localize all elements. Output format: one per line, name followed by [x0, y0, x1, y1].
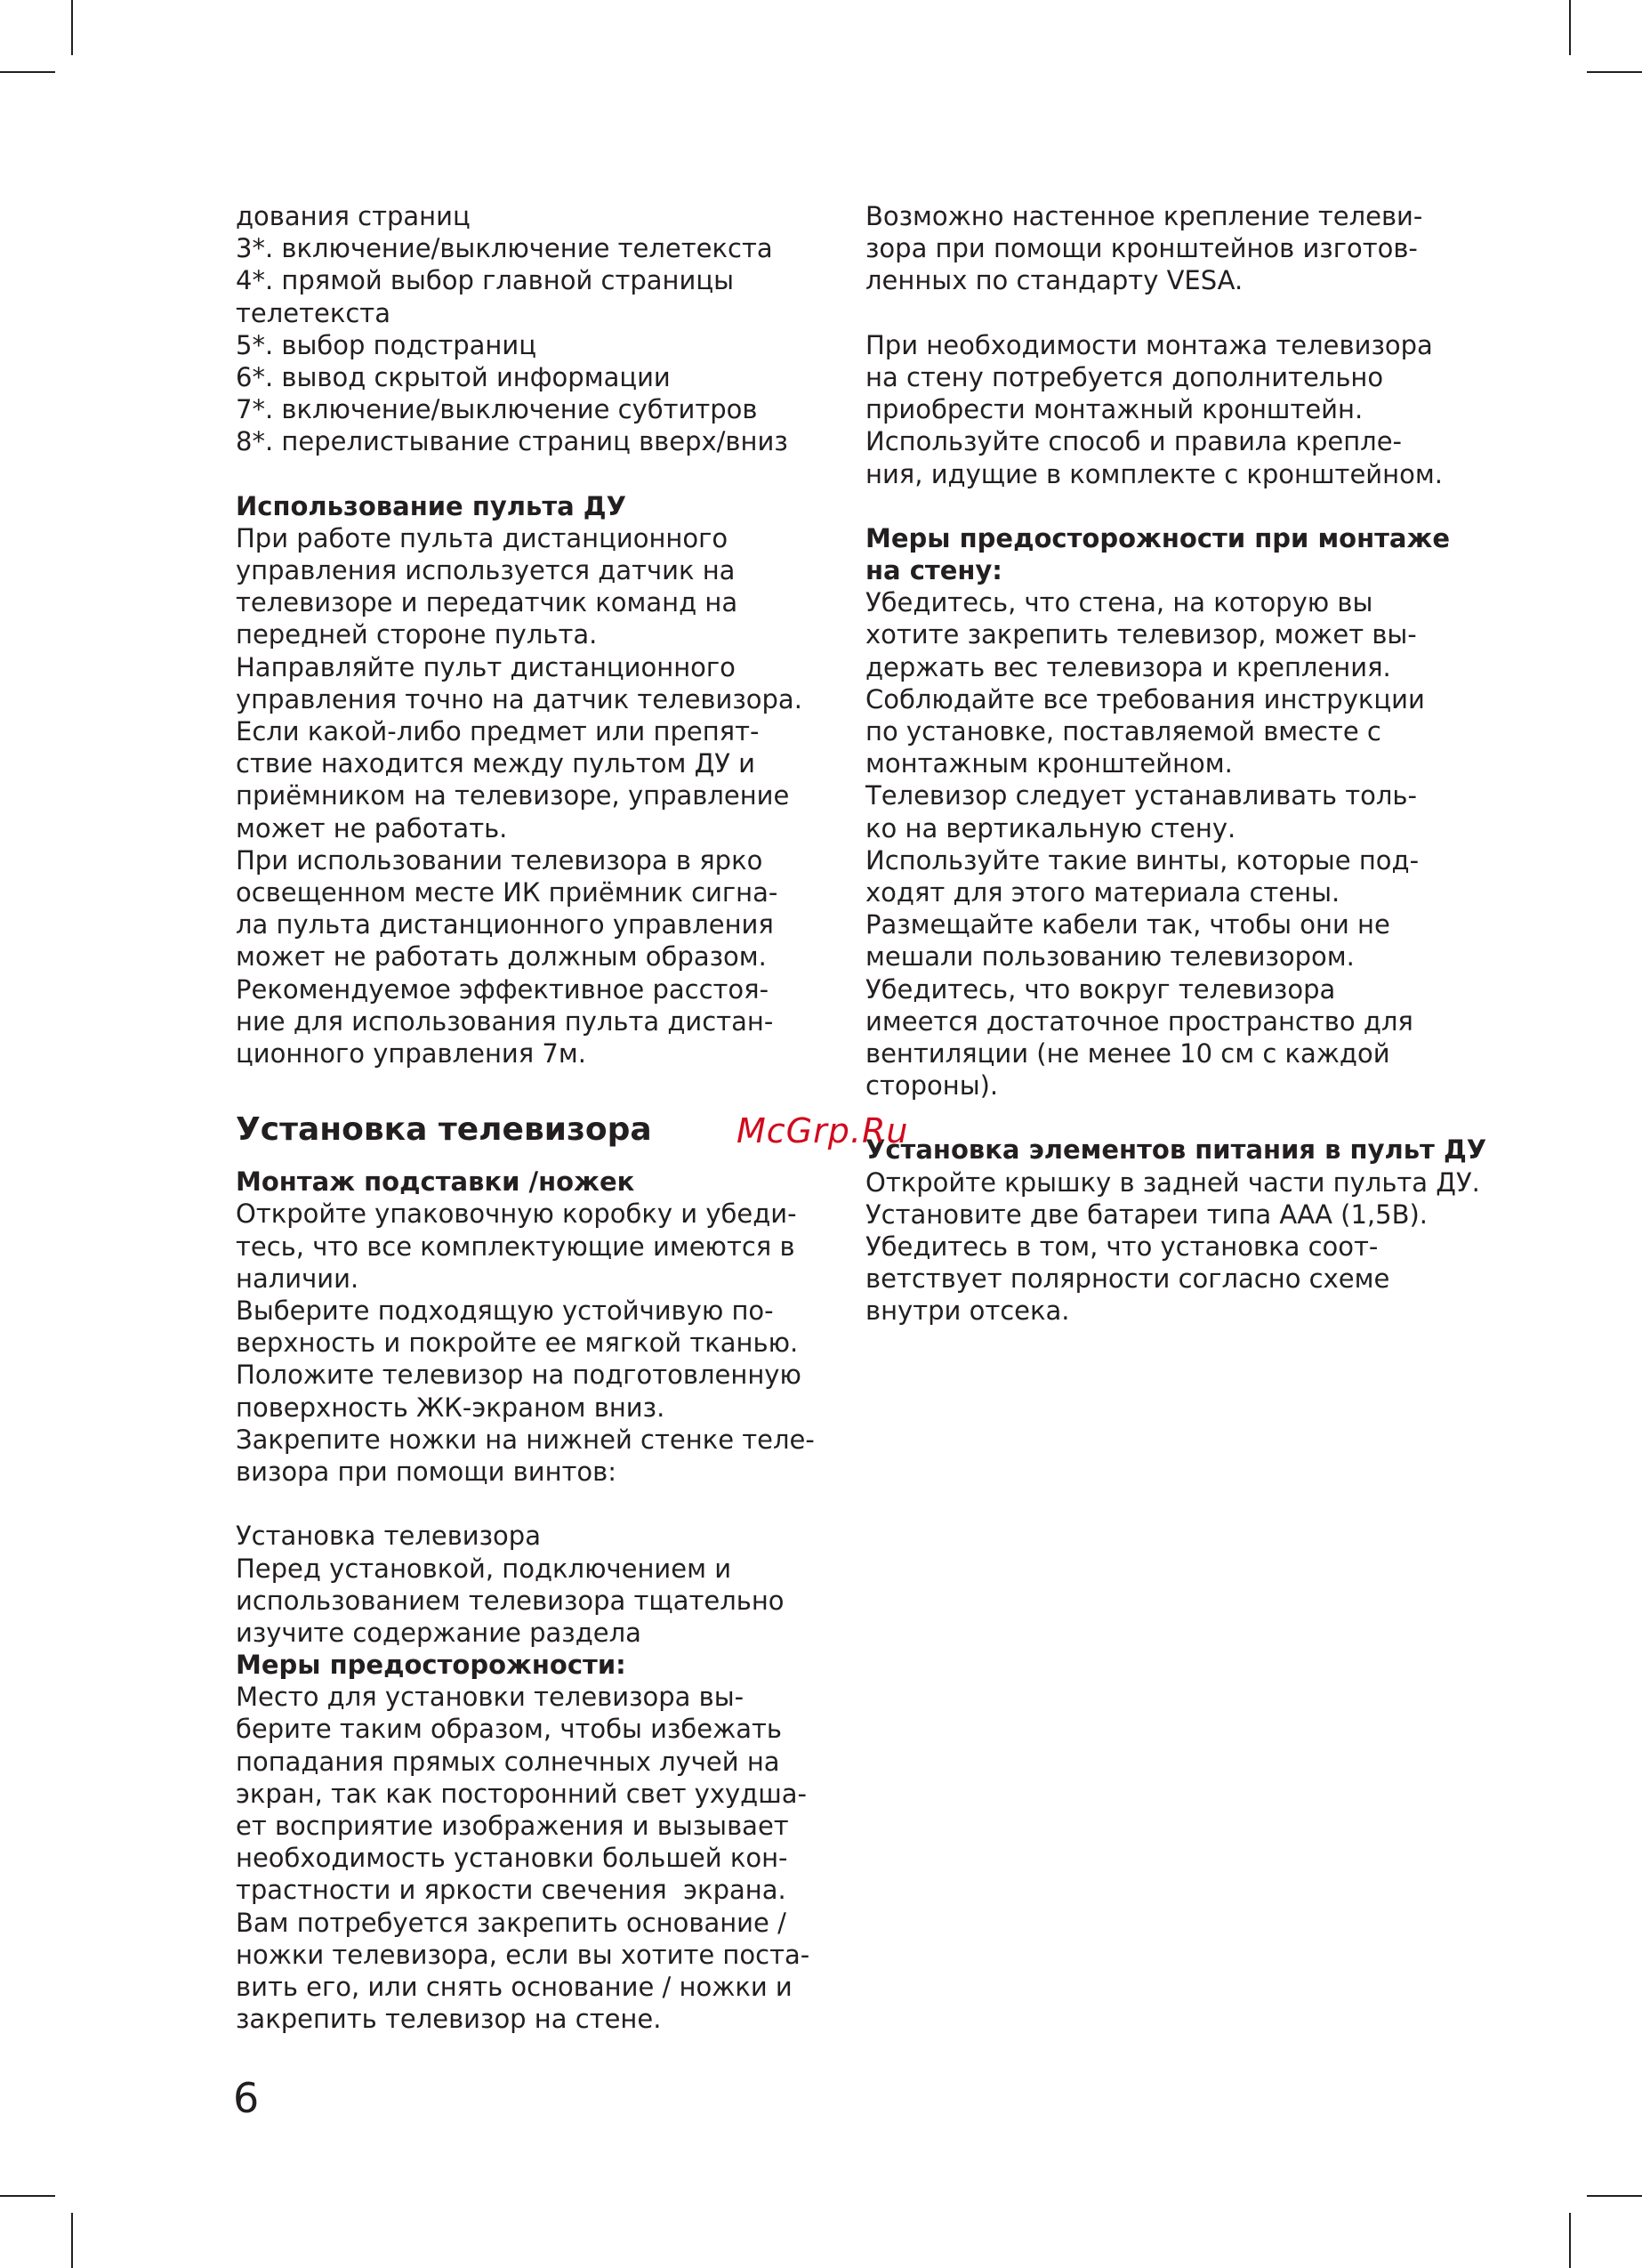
- text-line: приёмником на телевизоре, управление: [236, 780, 790, 811]
- install-paragraph: [236, 1520, 841, 1649]
- text-line: При работе пульта дистанционного: [236, 522, 728, 553]
- list-item: телетекста: [236, 297, 390, 328]
- text-line: ет восприятие изображения и вызывает: [236, 1811, 789, 1841]
- text-line: визора при помощи винтов:: [236, 1456, 617, 1487]
- crop-mark: [1569, 0, 1571, 55]
- wall-precautions-paragraph: [865, 586, 1470, 1102]
- text-line: Размещайте кабели так, чтобы они не: [865, 909, 1390, 940]
- remote-paragraph: [236, 522, 841, 1069]
- text-line: монтажным кронштейном.: [865, 748, 1233, 779]
- precautions-heading: Меры предосторожности:: [236, 1650, 626, 1681]
- crop-mark: [1587, 71, 1642, 73]
- list-item: 3*. включение/выключение телетекста: [236, 233, 773, 264]
- text-line: ционного управления 7м.: [236, 1037, 586, 1069]
- text-line: вить его, или снять основание / ножки и: [236, 1971, 793, 2002]
- text-line: Убедитесь, что стена, на которую вы: [865, 587, 1373, 618]
- text-line: ленных по стандарту VESA.: [865, 265, 1244, 296]
- text-line: использованием телевизора тщательно: [236, 1585, 785, 1616]
- text-line: закрепить телевизор на стене.: [236, 2004, 662, 2035]
- crop-mark: [1569, 2213, 1571, 2268]
- text-line: ние для использования пульта дистан-: [236, 1005, 774, 1037]
- text-line: Используйте такие винты, которые под-: [865, 844, 1420, 876]
- text-line: держать вес телевизора и крепления.: [865, 651, 1391, 682]
- text-line: передней стороне пульта.: [236, 619, 598, 650]
- text-line: Возможно настенное крепление телеви-: [865, 201, 1423, 231]
- list-item: 8*. перелистывание страниц вверх/вниз: [236, 426, 788, 457]
- text-line: попадания прямых солнечных лучей на: [236, 1746, 780, 1777]
- text-line: на стену потребуется дополнительно: [865, 361, 1384, 392]
- text-line: Вам потребуется закрепить основание /: [236, 1907, 786, 1938]
- text-line: экран, так как посторонний свет ухудша-: [236, 1778, 807, 1809]
- text-line: Выберите подходящую устойчивую по-: [236, 1295, 774, 1326]
- text-line: Перед установкой, подключением и: [236, 1553, 732, 1584]
- text-line: Убедитесь в том, что установка соот-: [865, 1231, 1379, 1262]
- text-line: Откройте крышку в задней части пульта ДУ.: [865, 1166, 1480, 1198]
- text-line: вентиляции (не менее 10 см с каждой: [865, 1037, 1390, 1069]
- list-item: 6*. вывод скрытой информации: [236, 361, 671, 392]
- crop-mark: [0, 71, 55, 73]
- text-line: ко на вертикальную стену.: [865, 812, 1236, 843]
- text-line: поверхность ЖК-экраном вниз.: [236, 1392, 665, 1423]
- text-line: по установке, поставляемой вместе с: [865, 716, 1381, 747]
- text-line: ла пульта дистанционного управления: [236, 909, 774, 940]
- text-line: ходят для этого материала стены.: [865, 876, 1340, 908]
- text-line: Установите две батареи типа ААА (1,5В).: [865, 1199, 1428, 1230]
- battery-paragraph: [865, 1166, 1480, 1328]
- stand-paragraph: [236, 1198, 841, 1488]
- text-line: изучите содержание раздела: [236, 1617, 641, 1648]
- text-line: может не работать должным образом.: [236, 941, 767, 973]
- text-line: Место для установки телевизора вы-: [236, 1682, 745, 1713]
- list-item: 4*. прямой выбор главной страницы: [236, 265, 734, 296]
- text-line: При необходимости монтажа телевизора: [865, 329, 1433, 360]
- text-line: стороны).: [865, 1070, 999, 1102]
- text-line: ножки телевизора, если вы хотите поста-: [236, 1939, 810, 1970]
- text-line: Телевизор следует устанавливать толь-: [865, 780, 1417, 811]
- text-line: Используйте способ и правила крепле-: [865, 426, 1403, 457]
- wall-heading: [865, 522, 1470, 586]
- text-line: необходимость установки большей кон-: [236, 1843, 788, 1874]
- text-line: ния, идущие в комплекте с кронштейном.: [865, 458, 1443, 489]
- text-line: тесь, что все комплектующие имеются в: [236, 1231, 795, 1262]
- text-line: Рекомендуемое эффективное расстоя-: [236, 973, 769, 1005]
- text-line: телевизоре и передатчик команд на: [236, 587, 738, 618]
- text-line: Если какой-либо предмет или препят-: [236, 716, 760, 747]
- text-line: мешали пользованию телевизором.: [865, 941, 1355, 973]
- text-line: Установка телевизора: [236, 1521, 541, 1552]
- text-line: Соблюдайте все требования инструкции: [865, 683, 1425, 714]
- list-item: 5*. выбор подстраниц: [236, 329, 536, 360]
- text-line: Положите телевизор на подготовленную: [236, 1360, 801, 1391]
- text-line: наличии.: [236, 1263, 359, 1294]
- text-line: внутри отсека.: [865, 1295, 1070, 1327]
- text-line: берите таким образом, чтобы избежать: [236, 1714, 782, 1745]
- text-line: При использовании телевизора в ярко: [236, 844, 763, 876]
- text-line: Закрепите ножки на нижней стенке теле-: [236, 1424, 815, 1455]
- text-line: верхность и покройте ее мягкой тканью.: [236, 1328, 799, 1359]
- teletext-list: [236, 200, 841, 458]
- remote-heading: Использование пульта ДУ: [236, 490, 626, 521]
- stand-heading: Монтаж подставки /ножек: [236, 1166, 635, 1198]
- text-line: ветствует полярности согласно схеме: [865, 1263, 1390, 1295]
- text-line: Направляйте пульт дистанционного: [236, 651, 736, 682]
- crop-mark: [0, 2195, 55, 2197]
- vesa-paragraph: [865, 200, 1470, 297]
- text-line: Убедитесь, что вокруг телевизора: [865, 973, 1336, 1005]
- crop-mark: [1587, 2195, 1642, 2197]
- wall-paragraph: [865, 329, 1470, 490]
- text-line: управления используется датчик на: [236, 555, 736, 586]
- crop-mark: [71, 2213, 73, 2268]
- heading-line: Меры предосторожности при монтаже: [865, 522, 1451, 553]
- list-item: дования страниц: [236, 201, 471, 231]
- text-line: Откройте упаковочную коробку и убеди-: [236, 1199, 797, 1230]
- list-item: 7*. включение/выключение субтитров: [236, 394, 758, 425]
- page-number: 6: [233, 2074, 260, 2122]
- text-line: ствие находится между пультом ДУ и: [236, 748, 756, 779]
- section-title: Установка телевизора: [236, 1111, 652, 1149]
- text-line: имеется достаточное пространство для: [865, 1005, 1413, 1037]
- text-line: трастности и яркости свечения экрана.: [236, 1875, 786, 1906]
- text-line: освещенном месте ИК приёмник сигна-: [236, 876, 778, 908]
- right-column: [865, 200, 1487, 1328]
- crop-mark: [71, 0, 73, 55]
- text-line: управления точно на датчик телевизора.: [236, 683, 802, 714]
- precautions-paragraph: [236, 1681, 841, 2035]
- heading-line: на стену:: [865, 555, 1002, 586]
- battery-heading: Установка элементов питания в пульт ДУ: [865, 1134, 1487, 1166]
- text-line: зора при помощи кронштейнов изготов-: [865, 233, 1418, 264]
- text-line: может не работать.: [236, 812, 508, 843]
- text-line: хотите закрепить телевизор, может вы-: [865, 619, 1417, 650]
- watermark-link[interactable]: McGrp.Ru: [736, 1111, 909, 1150]
- text-line: приобрести монтажный кронштейн.: [865, 394, 1364, 425]
